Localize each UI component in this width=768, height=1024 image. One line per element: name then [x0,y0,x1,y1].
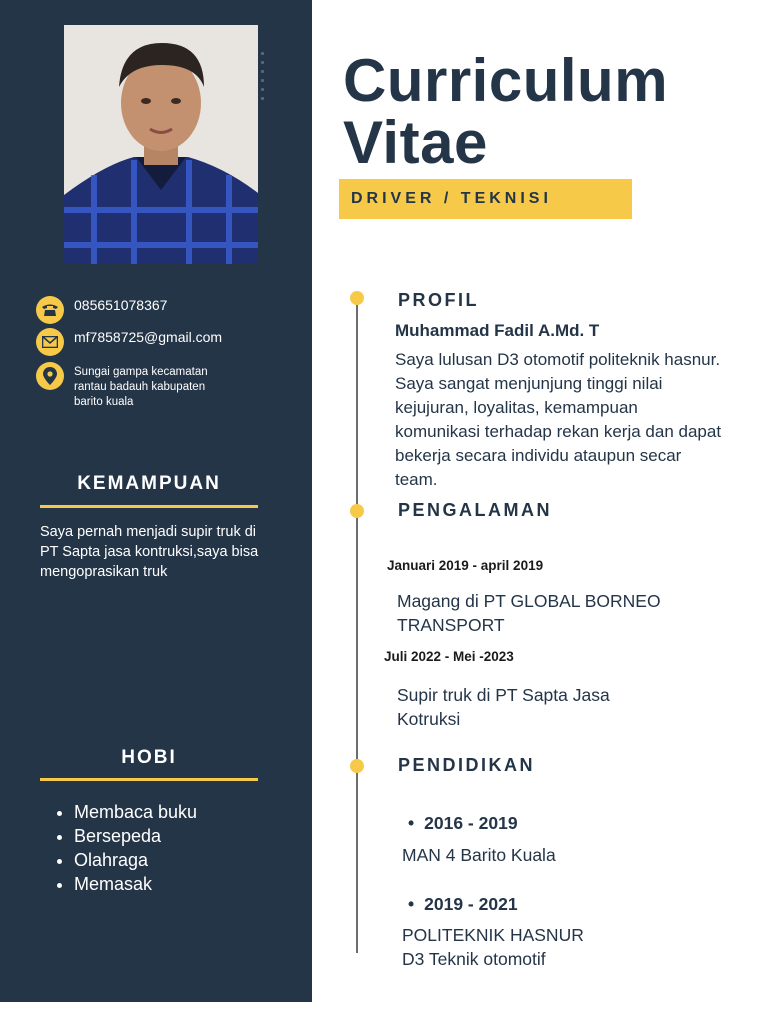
profile-text: Saya lulusan D3 otomotif politeknik hasnur. Saya sangat menjunjung tinggi nilai kejujuran, loyalitas, kemampuan komunikasi terhadap rekan kerja dan dapat bekerja secara individu ataupun secar team. [395,350,722,489]
profile-photo [64,25,258,264]
education-years: • 2019 - 2021 [408,894,518,914]
candidate-name: Muhammad Fadil A.Md. T [395,321,600,340]
profile-heading: PROFIL [398,290,479,310]
skills-divider [40,505,258,508]
timeline-line [356,298,358,953]
hobby-item: • Membaca buku [74,800,197,824]
contact-email [36,328,222,356]
experience-description: Supir truk di PT Sapta Jasa Kotruksi [397,685,610,729]
experience-heading: PENGALAMAN [398,500,552,520]
hobby-item: • Memasak [74,872,197,896]
location-pin-icon [36,362,64,390]
experience-date: Januari 2019 - april 2019 [387,558,544,573]
role-banner: DRIVER / TEKNISI [339,179,632,219]
skills-text: Saya pernah menjadi supir truk di PT Sapta jasa kontruksi,saya bisa mengoprasikan truk [40,524,259,580]
timeline-dot-education [350,759,364,773]
title-line-2: Vitae [343,109,488,176]
skills-heading: KEMAMPUAN [77,473,221,494]
decorative-dots [261,52,265,106]
hobbies-divider [40,778,258,781]
experience-date: Juli 2022 - Mei -2023 [384,649,514,664]
hobby-item: • Olahraga [74,848,197,872]
education-years: • 2016 - 2019 [408,813,518,833]
hobbies-list [52,800,197,896]
contact-phone [36,296,167,324]
education-heading: PENDIDIKAN [398,755,536,775]
envelope-icon [36,328,64,356]
experience-description: Magang di PT GLOBAL BORNEO TRANSPORT [397,591,661,635]
contact-address [36,362,234,410]
phone-icon [36,296,64,324]
education-school: POLITEKNIK HASNUR D3 Teknik otomotif [402,925,584,969]
page-title [343,47,669,176]
hobbies-heading: HOBI [121,747,177,768]
timeline-dot-experience [350,504,364,518]
timeline-dot-profile [350,291,364,305]
phone-number: 085651078367 [74,297,168,313]
title-line-1: Curriculum [343,47,669,114]
address-text: Sungai gampa kecamatan rantau badauh kabupaten barito kuala [74,366,208,408]
education-school: MAN 4 Barito Kuala [402,845,556,865]
email-address: mf7858725@gmail.com [74,329,223,345]
hobby-item: • Bersepeda [74,824,197,848]
